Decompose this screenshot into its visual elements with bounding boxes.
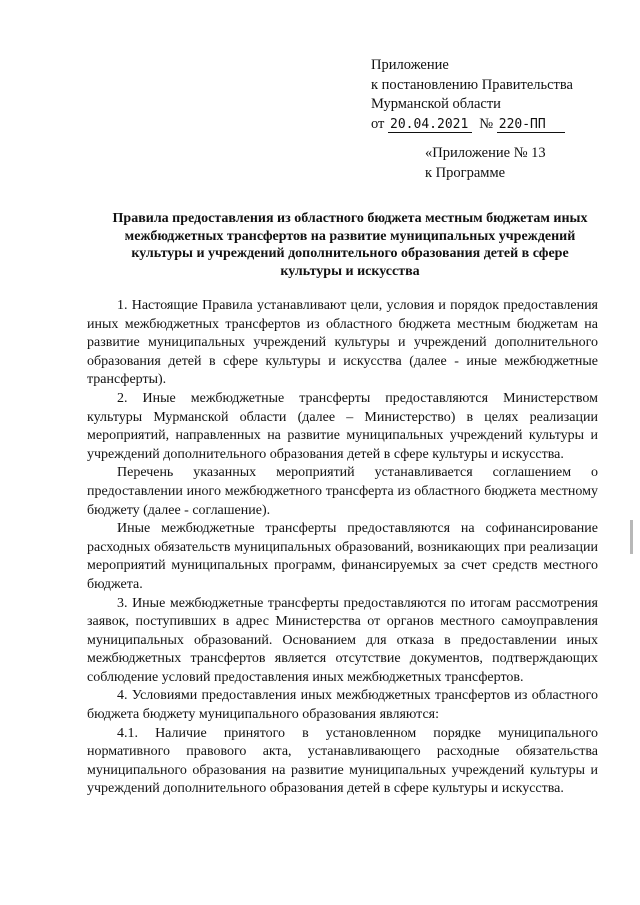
- document-title: Правила предоставления из областного бюджета местным бюджетам иных межбюджетных трансфертов на развитие муниципальных учреждений культуры и учреждений дополнительного образования детей в сфере культуры и искусства: [112, 211, 588, 279]
- paragraph-5: 3. Иные межбюджетные трансферты предоставляются по итогам рассмотрения заявок, поступивших в адрес Министерства от органов местного самоуправления муниципальных образований. Основанием для отказа в предоставлении иных межбюджетных трансфертов является отсутствие документов, подтверждающих соблюдение условий предоставления иных межбюджетных трансфертов.: [87, 595, 598, 685]
- document-body: [87, 297, 598, 799]
- header-line-resolution: к постановлению Правительства: [371, 76, 573, 93]
- paragraph-6: 4. Условиями предоставления иных межбюджетных трансфертов из областного бюджета бюджету муниципального образования являются:: [87, 688, 598, 723]
- annex-line-program: к Программе: [425, 164, 506, 181]
- annex-header: [425, 144, 546, 183]
- handwritten-number: 220-ПП: [497, 117, 565, 133]
- resolution-header: [371, 56, 573, 134]
- header-line-appendix: Приложение: [371, 57, 449, 73]
- header-date-number: [371, 115, 573, 135]
- header-line-region: Мурманской области: [371, 96, 501, 112]
- number-label: №: [479, 115, 494, 132]
- from-label: от: [371, 115, 385, 132]
- scan-margin-mark: [630, 520, 633, 554]
- paragraph-4: Иные межбюджетные трансферты предоставляются на софинансирование расходных обязательств муниципальных образований, возникающих при реализации мероприятий муниципальных программ, финансируемых за счет средств местного бюджета.: [87, 521, 598, 592]
- paragraph-7: 4.1. Наличие принятого в установленном порядке муниципального нормативного правового акта, устанавливающего расходные обязательства муниципального образования на развитие муниципальных учреждений культуры и учреждений дополнительного образования детей в сфере культуры и искусства.: [87, 725, 598, 797]
- paragraph-1: 1. Настоящие Правила устанавливают цели, условия и порядок предоставления иных межбюджетных трансфертов из областного бюджета местным бюджетам на развитие муниципальных учреждений культуры и учреждений дополнительного образования детей в сфере культуры и искусства (далее - иные межбюджетные трансферты).: [87, 298, 598, 388]
- paragraph-3: Перечень указанных мероприятий устанавливается соглашением о предоставлении иного межбюджетного трансферта из областного бюджета местному бюджету (далее - соглашение).: [87, 465, 598, 518]
- paragraph-2: 2. Иные межбюджетные трансферты предоставляются Министерством культуры Мурманской области (далее – Министерство) в целях реализации мероприятий, направленных на развитие муниципальных учреждений культуры и учреждений дополнительного образования детей в сфере культуры и искусства.: [87, 390, 598, 462]
- handwritten-date: 20.04.2021: [388, 117, 472, 133]
- annex-line-number: «Приложение № 13: [425, 145, 546, 161]
